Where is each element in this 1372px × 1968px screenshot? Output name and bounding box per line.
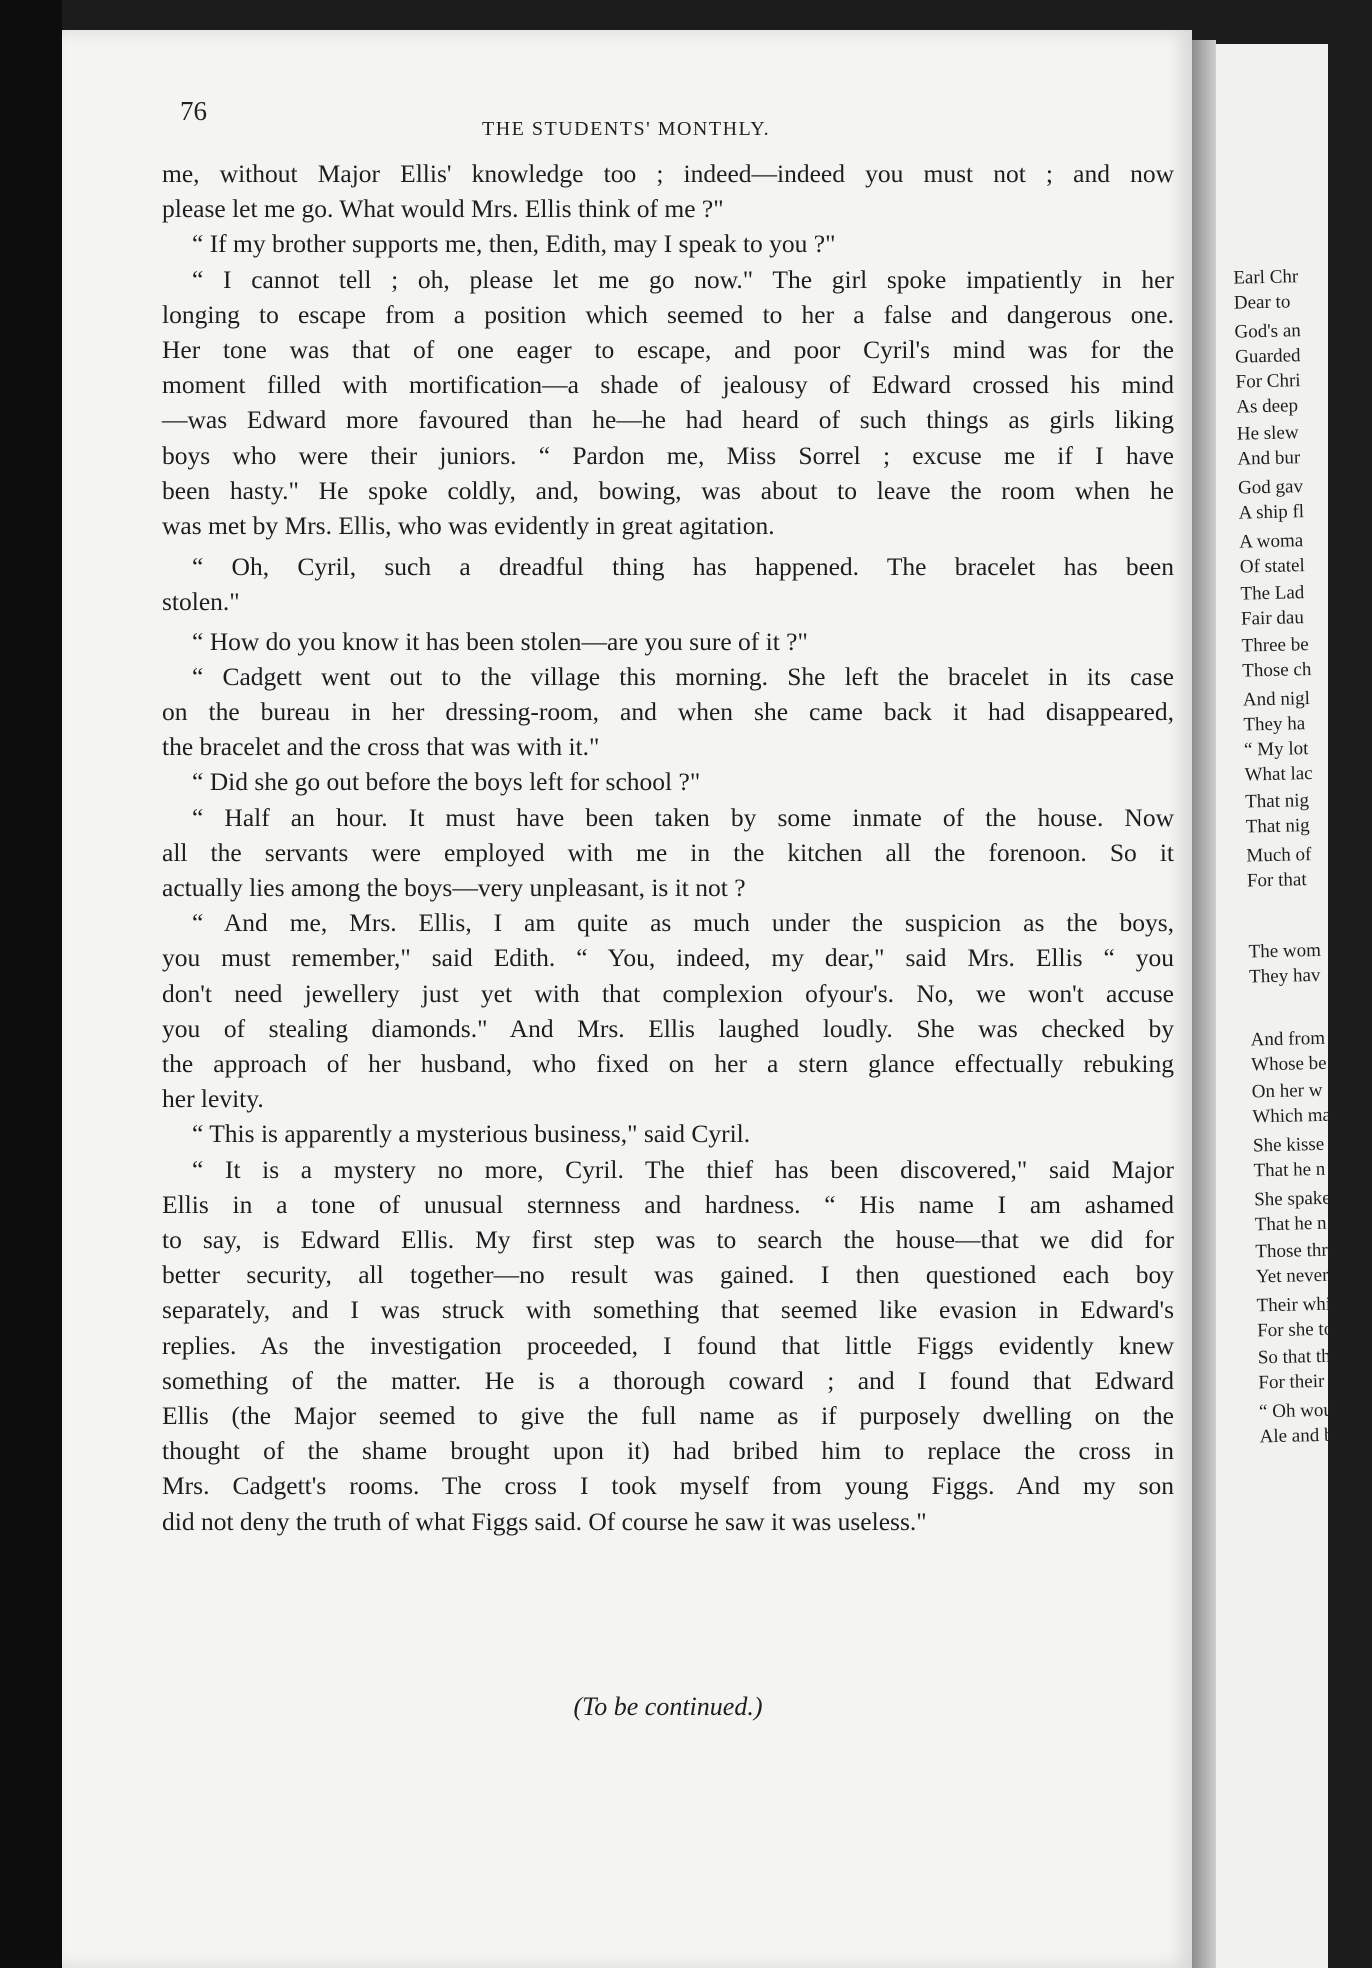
text-line: “ Oh, Cyril, such a dreadful thing has happened. The bracelet has been — [192, 552, 1174, 582]
text-line: longing to escape from a position which seemed to her a false and dangerous one. — [162, 299, 1174, 329]
facing-page-line: Ale and b — [1259, 1424, 1334, 1448]
text-line: “ How do you know it has been stolen—are you sure of it ?" — [192, 626, 808, 656]
facing-page-line: What lac — [1244, 762, 1313, 786]
facing-page-line: A woma — [1239, 530, 1304, 553]
to-be-continued-note: (To be continued.) — [573, 1692, 763, 1721]
scan-dark-edge — [0, 0, 62, 1968]
text-line: stolen." — [162, 587, 240, 617]
facing-page-line: She spake — [1253, 1187, 1331, 1211]
facing-page-text — [1216, 41, 1372, 1967]
facing-page-line: Fair dau — [1240, 607, 1305, 630]
text-line: Ellis in a tone of unusual sternness and hardness. “ His name I am ashamed — [162, 1189, 1174, 1219]
text-line: me, without Major Ellis' knowledge too ; indeed—indeed you must not ; and now — [162, 159, 1174, 188]
facing-page-line: On her w — [1251, 1079, 1323, 1103]
facing-page-line: God gav — [1237, 476, 1304, 499]
text-line: —was Edward more favoured than he—he had heard of such things as girls liking — [162, 405, 1174, 435]
text-line: all the servants were employed with me in the kitchen all the forenoon. So it — [162, 837, 1174, 867]
facing-page-line: That he n — [1253, 1158, 1326, 1182]
facing-page-line: And bur — [1237, 447, 1301, 470]
facing-page-line: They ha — [1243, 713, 1306, 736]
facing-page-line: Much of — [1246, 844, 1312, 867]
text-line: something of the matter. He is a thorough coward ; and I found that Edward — [162, 1365, 1174, 1395]
facing-page-line: A ship fl — [1238, 501, 1305, 524]
text-line: the bracelet and the cross that was with it." — [162, 732, 600, 762]
text-line: the approach of her husband, who fixed on her a stern glance effectually rebuking — [162, 1049, 1174, 1078]
book-gutter — [1192, 40, 1216, 1968]
text-line: “ Cadgett went out to the village this morning. She left the bracelet in its case — [192, 661, 1174, 691]
facing-page-line: Those thre — [1255, 1239, 1337, 1263]
text-line: been hasty." He spoke coldly, and, bowing, was about to leave the room when he — [162, 475, 1174, 505]
facing-page-line: And nigl — [1242, 688, 1311, 711]
facing-page — [1216, 44, 1339, 1968]
facing-page-line: For Chri — [1235, 370, 1301, 393]
text-line: “ If my brother supports me, then, Edith, may I speak to you ?" — [192, 229, 836, 259]
text-line: Ellis (the Major seemed to give the full name as if purposely dwelling on the — [162, 1401, 1174, 1430]
facing-page-line: That he n — [1254, 1212, 1327, 1236]
facing-page-line: The Lad — [1240, 582, 1305, 605]
text-line: moment filled with mortification—a shade of jealousy of Edward crossed his mind — [162, 370, 1174, 400]
text-line: Mrs. Cadgett's rooms. The cross I took myself from young Figgs. And my son — [162, 1471, 1174, 1501]
text-line: “ It is a mystery no more, Cyril. The thief has been discovered," said Major — [192, 1154, 1174, 1184]
facing-page-line: Guarded — [1234, 345, 1301, 368]
text-line: “ And me, Mrs. Ellis, I am quite as much under the suspicion as the boys, — [192, 908, 1174, 938]
text-line: her levity. — [162, 1084, 264, 1114]
facing-page-line: Yet never — [1255, 1264, 1329, 1288]
text-line: Her tone was that of one eager to escape, and poor Cyril's mind was for the — [162, 335, 1174, 364]
text-line: don't need jewellery just yet with that complexion ofyour's. No, we won't accuse — [162, 978, 1174, 1008]
facing-page-line: God's an — [1234, 320, 1301, 343]
facing-page-line: She kisse — [1252, 1133, 1325, 1157]
facing-page-line: And from — [1250, 1027, 1326, 1051]
facing-page-line: For that — [1246, 869, 1307, 892]
facing-page-line: They hav — [1248, 964, 1321, 988]
facing-page-line: That nig — [1245, 815, 1310, 838]
facing-page-line: Of statel — [1239, 555, 1306, 578]
facing-page-line: The wom — [1248, 939, 1322, 963]
text-line: you must remember," said Edith. “ You, indeed, my dear," said Mrs. Ellis “ you — [162, 943, 1174, 973]
text-line: “ Did she go out before the boys left for school ?" — [192, 767, 701, 797]
text-line: boys who were their juniors. “ Pardon me, Miss Sorrel ; excuse me if I have — [162, 440, 1174, 470]
text-line: “ This is apparently a mysterious business," said Cyril. — [192, 1119, 751, 1149]
text-line: actually lies among the boys—very unpleasant, is it not ? — [162, 873, 746, 902]
text-line: you of stealing diamonds." And Mrs. Ellis laughed loudly. She was checked by — [162, 1013, 1174, 1043]
text-line: replies. As the investigation proceeded, I found that little Figgs evidently knew — [162, 1330, 1174, 1360]
book-page — [62, 30, 1192, 1968]
facing-page-line: “ Oh woul — [1258, 1399, 1339, 1423]
text-line: thought of the shame brought upon it) had bribed him to replace the cross in — [162, 1436, 1174, 1466]
facing-page-line: As deep — [1236, 395, 1299, 418]
facing-page-line: Which ma — [1252, 1104, 1332, 1128]
facing-page-line: For she to — [1256, 1318, 1334, 1342]
text-line: did not deny the truth of what Figgs said. Of course he saw it was useless." — [162, 1506, 927, 1536]
page-number: 76 — [180, 96, 207, 126]
facing-page-line: Dear to — [1233, 291, 1291, 314]
facing-page-line: That nig — [1244, 790, 1310, 813]
facing-page-line: So that th — [1257, 1345, 1331, 1369]
text-line: on the bureau in her dressing-room, and when she came back it had disappeared, — [162, 697, 1174, 726]
facing-page-line: Three be — [1241, 634, 1309, 657]
text-line: “ Half an hour. It must have been taken by some inmate of the house. Now — [192, 802, 1174, 832]
text-line: better security, all together—no result was gained. I then questioned each boy — [162, 1260, 1174, 1290]
facing-page-line: Earl Chr — [1233, 266, 1299, 289]
facing-page-line: He slew — [1236, 422, 1299, 445]
running-title: THE STUDENTS' MONTHLY. — [482, 118, 771, 140]
facing-page-line: Their whi — [1256, 1293, 1332, 1317]
text-line: please let me go. What would Mrs. Ellis think of me ?" — [162, 194, 724, 224]
text-line: to say, is Edward Ellis. My first step was to search the house—that we did for — [162, 1225, 1174, 1254]
facing-page-line: For their — [1258, 1370, 1325, 1394]
text-line: separately, and I was struck with something that seemed like evasion in Edward's — [162, 1295, 1174, 1325]
text-line: was met by Mrs. Ellis, who was evidently in great agitation. — [162, 511, 775, 540]
facing-page-line: Whose be — [1250, 1052, 1327, 1076]
facing-page-line: Those ch — [1241, 659, 1312, 682]
facing-page-line: “ My lot — [1243, 738, 1309, 761]
text-line: “ I cannot tell ; oh, please let me go now." The girl spoke impatiently in her — [192, 264, 1174, 294]
